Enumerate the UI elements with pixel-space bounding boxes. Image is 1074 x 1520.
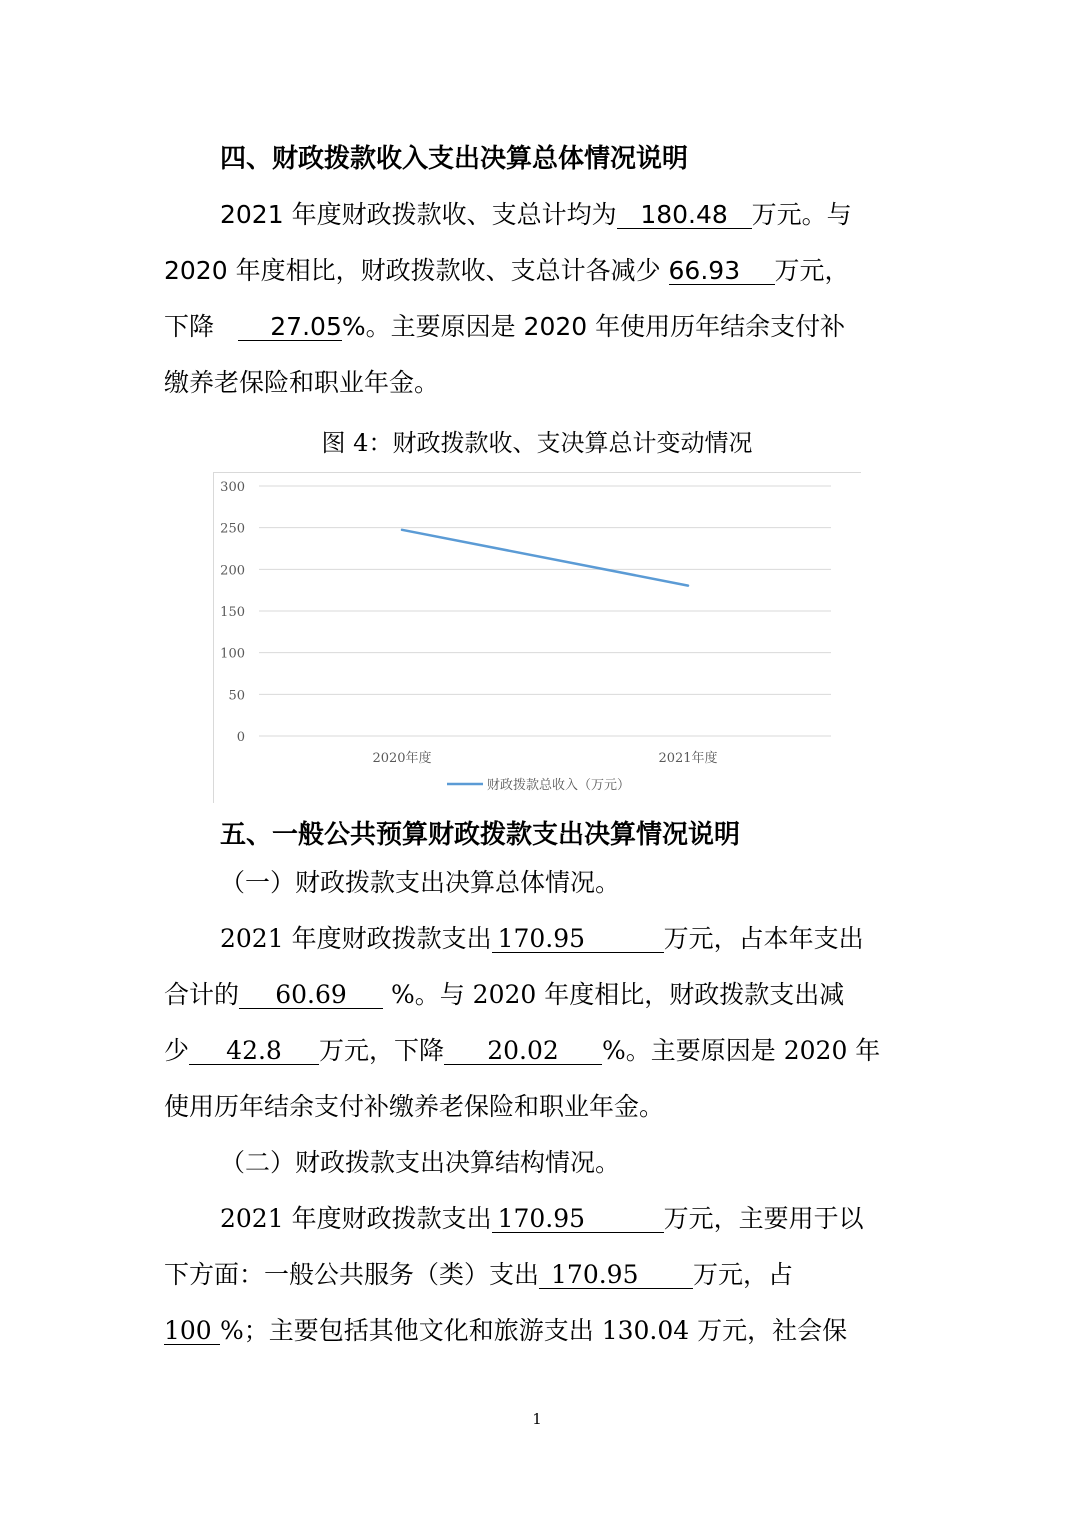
paragraph-line: 2021 年度财政拨款支出 170.95 万元，占本年支出	[220, 924, 864, 953]
x-tick-label: 2021年度	[658, 751, 718, 766]
y-tick-label: 200	[220, 563, 245, 579]
underlined-value: 60.69	[239, 982, 383, 1009]
paragraph-line: 2021 年度财政拨款支出 170.95 万元，主要用于以	[220, 1204, 864, 1233]
y-tick-label: 150	[220, 605, 245, 620]
paragraph-line: 合计的 60.69 %。与 2020 年度相比，财政拨款支出减	[164, 980, 845, 1009]
underlined-value: 66.93	[669, 258, 775, 285]
underlined-value: 20.02	[444, 1038, 602, 1065]
y-tick-label: 50	[228, 688, 245, 704]
line-chart	[213, 472, 861, 803]
paragraph-line: 缴养老保险和职业年金。	[164, 368, 440, 397]
paragraph-line: 100 %；主要包括其他文化和旅游支出 130.04 万元，社会保	[164, 1316, 848, 1345]
y-tick-label: 300	[220, 480, 245, 495]
paragraph-line: 下降 27.05%。主要原因是 2020 年使用历年结余支付补	[164, 312, 846, 341]
subheading: （一）财政拨款支出决算总体情况。	[220, 868, 621, 897]
section-4-heading: 四、财政拨款收入支出决算总体情况说明	[220, 144, 689, 174]
underlined-value: 180.48	[617, 202, 752, 229]
section-5-heading: 五、一般公共预算财政拨款支出决算情况说明	[220, 820, 741, 850]
y-tick-label: 250	[220, 521, 245, 537]
paragraph-line: 少 42.8 万元，下降 20.02 %。主要原因是 2020 年	[164, 1036, 881, 1065]
underlined-value: 27.05	[238, 314, 342, 341]
paragraph-line: 2020 年度相比，财政拨款收、支总计各减少 66.93 万元，	[164, 256, 850, 285]
underlined-value: 170.95	[492, 926, 664, 953]
figure-caption: 图 4：财政拨款收、支决算总计变动情况	[321, 429, 753, 457]
paragraph-line: 2021 年度财政拨款收、支总计均为 180.48 万元。与	[220, 200, 852, 229]
paragraph-line: 下方面：一般公共服务（类）支出 170.95 万元，占	[164, 1260, 794, 1289]
underlined-value: 170.95	[539, 1262, 693, 1289]
line-chart-svg	[214, 473, 861, 803]
underlined-value: 42.8	[189, 1038, 319, 1065]
underlined-value: 170.95	[492, 1206, 664, 1233]
y-tick-label: 100	[220, 646, 245, 662]
underlined-value: 100	[164, 1318, 220, 1345]
page-number: 1	[532, 1410, 542, 1428]
y-tick-label: 0	[236, 730, 245, 745]
x-tick-label: 2020年度	[372, 751, 432, 766]
legend-label: 财政拨款总收入（万元）	[487, 778, 631, 793]
paragraph-line: 使用历年结余支付补缴养老保险和职业年金。	[164, 1092, 665, 1121]
subheading: （二）财政拨款支出决算结构情况。	[220, 1148, 621, 1177]
series-line	[402, 530, 688, 586]
